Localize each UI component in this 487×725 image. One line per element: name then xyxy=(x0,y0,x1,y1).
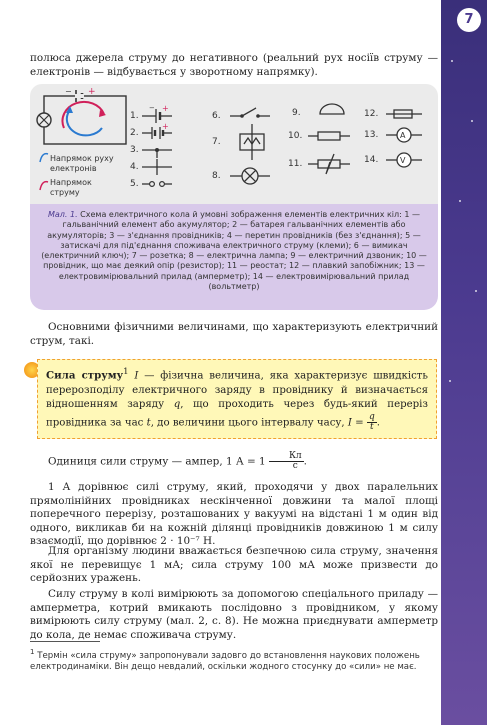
element-number: 9. xyxy=(292,108,301,118)
unit-text: Одиниця сили струму — ампер, 1 А = 1 xyxy=(48,455,266,468)
circuit-figure xyxy=(30,84,438,204)
element-number: 4. xyxy=(130,162,139,172)
element-number: 3. xyxy=(130,145,139,155)
element-number: 5. xyxy=(130,179,139,189)
footnote-mark: 1 xyxy=(30,648,35,656)
element-number: 1. xyxy=(130,111,139,121)
footnote xyxy=(30,647,438,673)
element-number: 12. xyxy=(364,109,379,119)
symbol-q: q xyxy=(173,399,181,411)
formula-numerator: q xyxy=(368,411,375,422)
footnote-text: Термін «сила струму» запропонували задовго до встановлення наукових положень електродинаміки. Він дещо невдалий, оскільки жодного стосунку до «сили» не має. xyxy=(30,650,420,672)
element-number: 8. xyxy=(212,171,221,181)
symbol-t: t xyxy=(146,417,151,429)
definition-text-1: — фізична величина, яка характеризує швидкість перерозподілу електричного заряду в провіднику й визначається відношенням заряду xyxy=(46,370,428,411)
element-number: 6. xyxy=(212,111,221,121)
footnote-ref: 1 xyxy=(123,367,129,377)
formula-fraction xyxy=(367,413,377,432)
intro-text: полюса джерела струму до негативного (реальний рух носіїв струму — електронів — відбувається у зворотному напрямку). xyxy=(30,52,438,78)
paragraph-safety: Для організму людини вважається безпечною сила струму, значення якої не перевищує 1 мА; сила струму 100 мА може призвести до серйозних уражень. xyxy=(30,545,438,585)
svg-text:−: − xyxy=(149,104,155,112)
unit-fraction xyxy=(269,452,304,471)
element-number: 10. xyxy=(288,131,303,141)
symbol-i: I xyxy=(134,370,139,382)
svg-text:+: + xyxy=(162,122,169,131)
element-number: 13. xyxy=(364,130,379,140)
svg-text:+: + xyxy=(88,87,96,97)
formula-denominator: t xyxy=(370,421,374,432)
paragraph-ammeter: Силу струму в колі вимірюють за допомогою спеціального приладу — амперметра, котрий вмикають послідовно з провідником, у якому вимірюють силу струму (мал. 2, с. 8). Не можна приєднувати амперметр до кола, де немає споживача струму. xyxy=(30,588,438,641)
svg-text:+: + xyxy=(162,104,169,113)
definition-text-2: , що проходить через будь-який переріз провідника за час xyxy=(46,399,428,429)
legend-current: Напрямок струму xyxy=(50,178,92,197)
figure-caption xyxy=(30,204,438,310)
ammeter-letter: A xyxy=(400,131,406,140)
element-number: 14. xyxy=(364,155,379,165)
side-band xyxy=(441,0,487,725)
element-number: 7. xyxy=(212,137,221,147)
definition-term: Сила струму xyxy=(46,369,124,382)
element-number: 2. xyxy=(130,128,139,138)
unit-numerator: Кл xyxy=(269,452,304,462)
formula-lhs: I = xyxy=(347,417,364,429)
footnote-divider xyxy=(30,641,100,642)
voltmeter-letter: V xyxy=(400,156,406,165)
unit-line xyxy=(30,452,438,471)
legend-electrons: Напрямок руху електронів xyxy=(50,154,114,173)
unit-denominator: с xyxy=(292,461,298,471)
svg-text:−: − xyxy=(65,87,72,96)
element-number: 11. xyxy=(288,159,303,169)
caption-label: Мал. 1. xyxy=(47,210,78,219)
unit-end: . xyxy=(303,455,307,468)
formula-end: . xyxy=(376,417,380,429)
definition-box xyxy=(37,359,437,439)
caption-text: Схема електричного кола й умовні зображення елементів електричних кіл: 1 — гальванічний елемент або акумулятор; 2 — батарея гальванічних елементів або акумуляторів; 3 — з'єднання провідників; 4 — перетин провідників (без з'єднання); 5 — затискачі для під'єднання споживача електричного струму (клеми); 6 — вимикач (електричний ключ); 7 — розетка; 8 — електрична лампа; 9 — електричний дзвоник; 10 — провідник, що має деякий опір (резистор); 11 — реостат; 12 — плавкий запобіжник; 13 — електровимірювальний прилад (амперметр); 14 — електровимірювальний прилад (вольтметр) xyxy=(41,210,427,292)
page-number: 7 xyxy=(457,8,481,32)
main-quantities-text: Основними фізичними величинами, що характеризують електричний струм, такі. xyxy=(30,321,438,347)
paragraph-ampere: 1 А дорівнює силі струму, який, проходячи у двох паралельних прямолінійних провідниках нескінченної довжини та малої площі поперечного перерізу, розташованих у вакуумі на відстані 1 м один від одного, викликав би на кожній ділянці провідників довжиною 1 м силу взаємодії, що дорівнює 2 · 10⁻⁷ Н. xyxy=(30,481,438,548)
definition-text-3: , до величини цього інтервалу часу, xyxy=(150,417,345,429)
